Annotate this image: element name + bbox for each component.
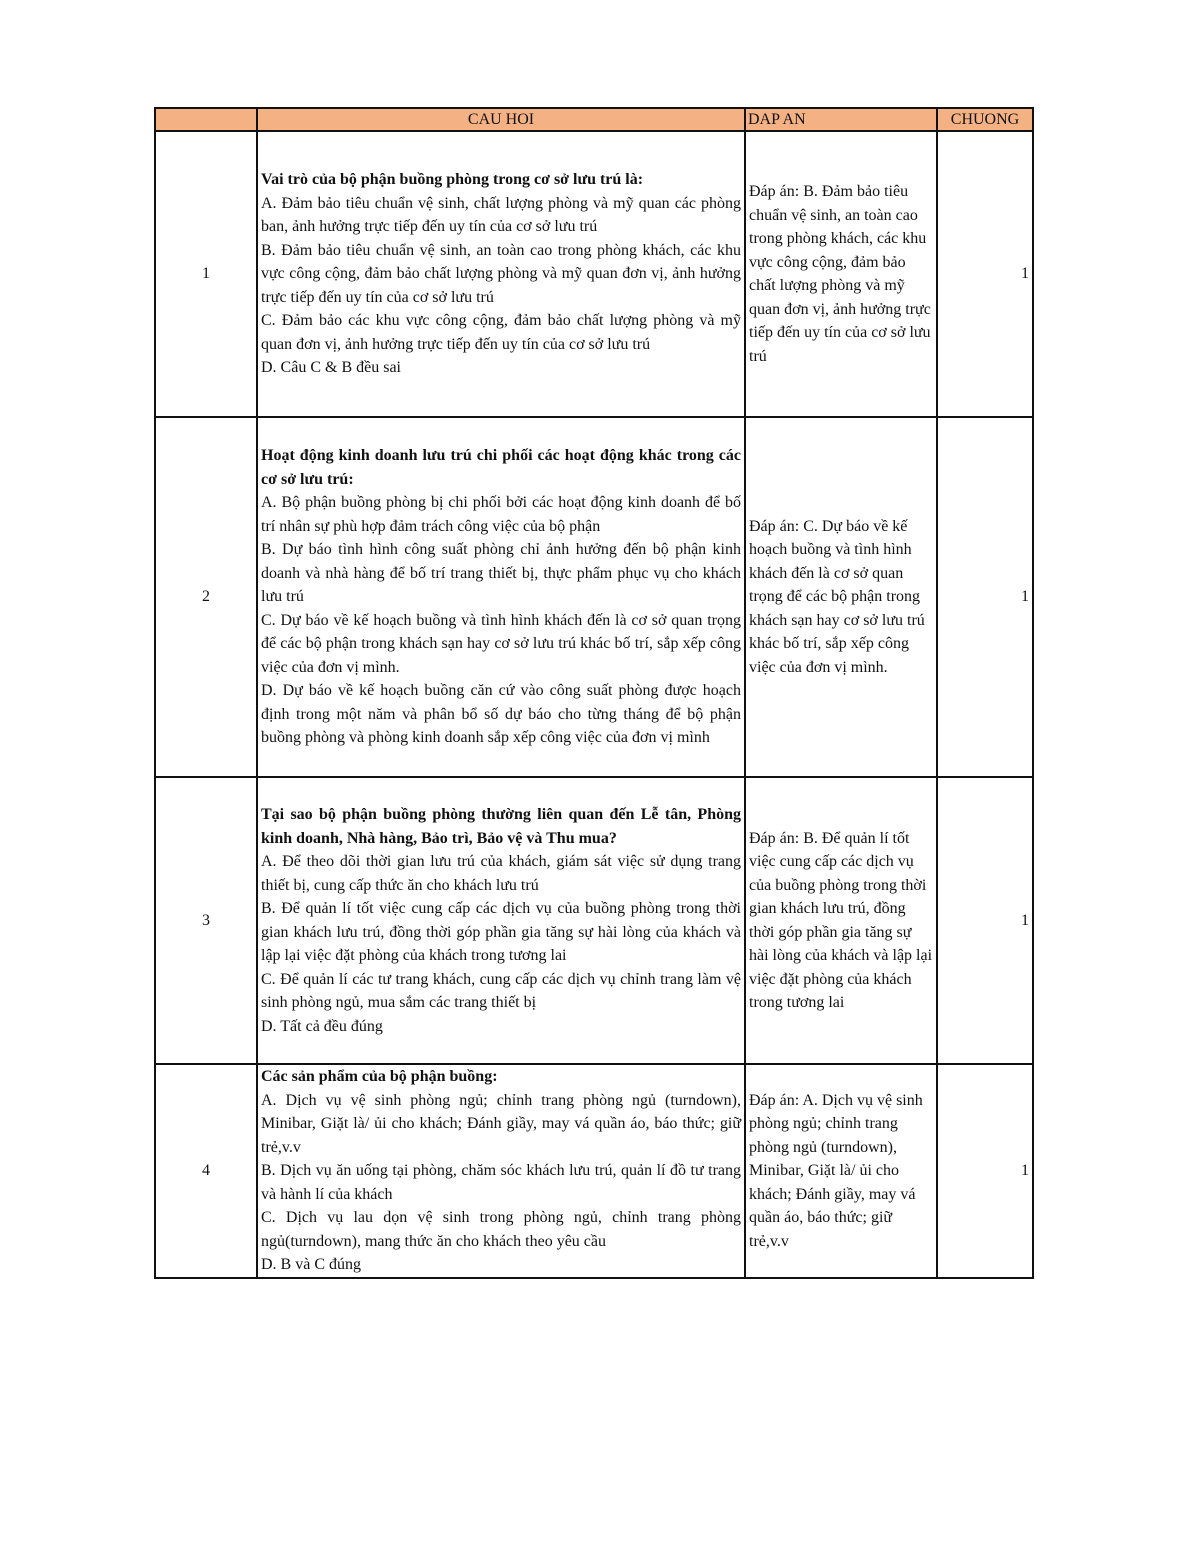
question-cell <box>257 1064 745 1278</box>
option-b: B. Đảm bảo tiêu chuẩn vệ sinh, an toàn cao trong phòng khách, các khu vực công cộng, đảm bảo chất lượng phòng và mỹ quan đơn vị, ảnh hưởng trực tiếp đến uy tín của cơ sở lưu trú <box>261 241 741 306</box>
chapter-cell: 1 <box>937 1064 1033 1278</box>
option-c: C. Đảm bảo các khu vực công cộng, đảm bảo chất lượng phòng và mỹ quan đơn vị, ảnh hưởng trực tiếp đến uy tín của cơ sở lưu trú <box>261 312 741 353</box>
question-cell <box>257 417 745 777</box>
option-c: C. Dự báo về kế hoạch buồng và tình hình khách đến là cơ sở quan trọng để các bộ phận trong khách sạn hay cơ sở lưu trú khác bố trí, sắp xếp công việc của đơn vị mình. <box>261 611 741 676</box>
option-d: D. Tất cả đều đúng <box>261 1017 383 1035</box>
answer-cell: Đáp án: A. Dịch vụ vệ sinh phòng ngủ; chỉnh trang phòng ngủ (turndown), Minibar, Giặt là/ ủi cho khách; Đánh giầy, may vá quần áo, báo thức; giữ trẻ,v.v <box>745 1064 937 1278</box>
option-a: A. Đảm bảo tiêu chuẩn vệ sinh, chất lượng phòng và mỹ quan các phòng ban, ảnh hưởng trực tiếp đến uy tín của cơ sở lưu trú <box>261 194 741 236</box>
header-question: CAU HOI <box>257 108 745 131</box>
header-row <box>155 108 1033 131</box>
answer-cell: Đáp án: C. Dự báo về kế hoạch buồng và tình hình khách đến là cơ sở quan trọng để các bộ phận trong khách sạn hay cơ sở lưu trú khác bố trí, sắp xếp công việc của đơn vị mình. <box>745 417 937 777</box>
option-a: A. Dịch vụ vệ sinh phòng ngủ; chỉnh trang phòng ngủ (turndown), Minibar, Giặt là/ ủi cho khách; Đánh giầy, may vá quần áo, báo thức; giữ trẻ,v.v <box>261 1091 741 1156</box>
option-a: A. Bộ phận buồng phòng bị chi phối bởi các hoạt động kinh doanh để bố trí nhân sự phù hợp đảm trách công việc của bộ phận <box>261 494 741 535</box>
chapter-cell: 1 <box>937 777 1033 1064</box>
row-number: 4 <box>155 1064 257 1278</box>
table-row <box>155 1064 1033 1278</box>
option-b: B. Dịch vụ ăn uống tại phòng, chăm sóc khách lưu trú, quản lí đồ tư trang và hành lí của khách <box>261 1162 741 1203</box>
row-number: 2 <box>155 417 257 777</box>
answer-cell: Đáp án: B. Để quản lí tốt việc cung cấp các dịch vụ của buồng phòng trong thời gian khách lưu trú, đồng thời góp phần gia tăng sự hài lòng của khách và lập lại việc đặt phòng của khách trong tương lai <box>745 777 937 1064</box>
row-number: 1 <box>155 131 257 417</box>
header-chapter: CHUONG <box>937 108 1033 131</box>
option-d: D. Câu C & B đều sai <box>261 359 401 377</box>
question-stem: Vai trò của bộ phận buồng phòng trong cơ sở lưu trú là: <box>261 171 644 189</box>
option-c: C. Để quản lí các tư trang khách, cung cấp các dịch vụ chỉnh trang làm vệ sinh phòng ngủ, mua sắm các trang thiết bị <box>261 970 741 1011</box>
option-d: D. B và C đúng <box>261 1256 361 1274</box>
table-row <box>155 417 1033 777</box>
option-c: C. Dịch vụ lau dọn vệ sinh trong phòng ngủ, chỉnh trang phòng ngủ(turndown), mang thức ăn cho khách theo yêu cầu <box>261 1209 741 1250</box>
question-table <box>154 107 1034 1279</box>
answer-cell: Đáp án: B. Đảm bảo tiêu chuẩn vệ sinh, an toàn cao trong phòng khách, các khu vực công cộng, đảm bảo chất lượng phòng và mỹ quan đơn vị, ảnh hưởng trực tiếp đến uy tín của cơ sở lưu trú <box>745 131 937 417</box>
question-cell <box>257 131 745 417</box>
table-row <box>155 131 1033 417</box>
question-stem: Hoạt động kinh doanh lưu trú chi phối các hoạt động khác trong các cơ sở lưu trú: <box>261 447 741 488</box>
option-d: D. Dự báo về kế hoạch buồng căn cứ vào công suất phòng được hoạch định trong một năm và phân bổ số dự báo cho từng tháng để bộ phận buồng phòng và phòng kinh doanh sắp xếp công việc của đơn vị mình <box>261 682 741 747</box>
option-a: A. Để theo dõi thời gian lưu trú của khách, giám sát việc sử dụng trang thiết bị, cung cấp thức ăn cho khách lưu trú <box>261 853 741 894</box>
header-answer: DAP AN <box>745 108 937 131</box>
question-stem: Tại sao bộ phận buồng phòng thường liên quan đến Lễ tân, Phòng kinh doanh, Nhà hàng, Bảo trì, Bảo vệ và Thu mua? <box>261 806 741 847</box>
row-number: 3 <box>155 777 257 1064</box>
header-number <box>155 108 257 131</box>
option-b: B. Dự báo tình hình công suất phòng chỉ ảnh hưởng đến bộ phận kinh doanh và nhà hàng để bố trí trang thiết bị, thực phẩm phục vụ cho khách lưu trú <box>261 541 741 606</box>
question-stem: Các sản phẩm của bộ phận buồng: <box>261 1068 498 1086</box>
chapter-cell: 1 <box>937 417 1033 777</box>
option-b: B. Để quản lí tốt việc cung cấp các dịch vụ của buồng phòng trong thời gian khách lưu trú, đồng thời góp phần gia tăng sự hài lòng của khách và lập lại việc đặt phòng của khách trong tương lai <box>261 900 741 964</box>
question-cell <box>257 777 745 1064</box>
chapter-cell: 1 <box>937 131 1033 417</box>
table-row <box>155 777 1033 1064</box>
